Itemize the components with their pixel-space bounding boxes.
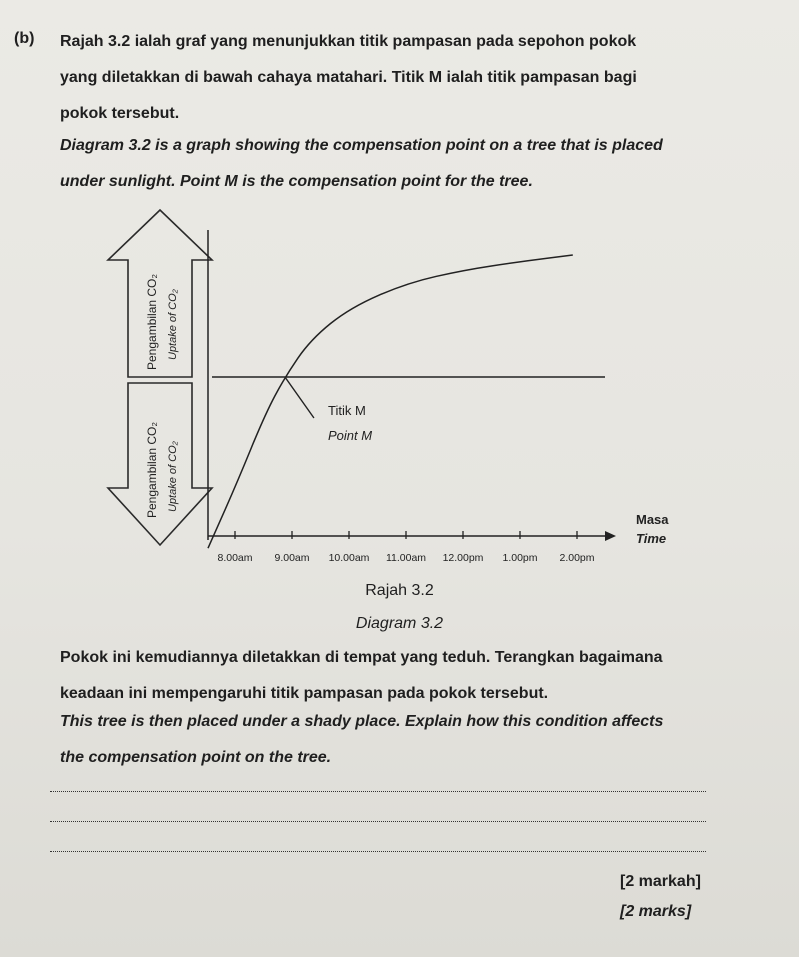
x-tick-label: 12.00pm	[442, 552, 484, 564]
diagram-caption-malay: Rajah 3.2	[365, 582, 434, 599]
upper-arrow-label-english: Uptake of CO₂	[167, 289, 179, 360]
x-tick-label: 1.00pm	[502, 552, 538, 564]
lower-arrow-label-english: Uptake of CO₂	[167, 441, 179, 512]
intro-english-line: Diagram 3.2 is a graph showing the compensation point on a tree that is placed	[60, 137, 663, 154]
x-tick-label: 2.00pm	[559, 552, 595, 564]
question-label: (b)	[14, 30, 35, 47]
task-malay-line: Pokok ini kemudiannya diletakkan di tempat yang teduh. Terangkan bagaimana	[60, 649, 663, 666]
marks-english: [2 marks]	[620, 903, 692, 920]
point-m-pointer	[285, 377, 314, 418]
x-tick-label: 10.00am	[328, 552, 370, 564]
graph-svg	[100, 200, 700, 590]
x-axis-label-malay: Masa	[636, 512, 669, 527]
answer-line[interactable]	[50, 851, 706, 852]
answer-line[interactable]	[50, 821, 706, 822]
intro-english	[60, 128, 780, 200]
task-english-line: the compensation point on the tree.	[60, 749, 332, 766]
x-axis-arrowhead	[605, 531, 616, 541]
point-m-label-english: Point M	[328, 428, 373, 443]
task-english-line: This tree is then placed under a shady place. Explain how this condition affects	[60, 713, 664, 730]
upper-uptake-arrow	[108, 210, 212, 377]
answer-line[interactable]	[50, 791, 706, 792]
intro-malay-line: yang diletakkan di bawah cahaya matahari. Titik M ialah titik pampasan bagi	[60, 69, 637, 86]
intro-malay-line: pokok tersebut.	[60, 105, 180, 122]
x-axis-label-english: Time	[636, 531, 667, 546]
task-malay-line: keadaan ini mempengaruhi titik pampasan pada pokok tersebut.	[60, 685, 549, 702]
x-ticks	[235, 531, 577, 539]
lower-uptake-arrow	[108, 383, 212, 545]
compensation-point-graph	[100, 200, 700, 590]
upper-arrow-label-malay: Pengambilan CO₂	[145, 273, 159, 370]
x-tick-label: 8.00am	[217, 552, 253, 564]
lower-arrow-label-malay: Pengambilan CO₂	[145, 421, 159, 518]
task-english	[60, 704, 780, 776]
intro-malay-line: Rajah 3.2 ialah graf yang menunjukkan titik pampasan pada sepohon pokok	[60, 33, 637, 50]
x-tick-label: 11.00am	[385, 552, 427, 564]
co2-uptake-curve	[208, 255, 573, 548]
intro-english-line: under sunlight. Point M is the compensation point for the tree.	[60, 173, 533, 190]
task-malay	[60, 640, 780, 712]
marks-malay: [2 markah]	[620, 873, 701, 890]
point-m-label-malay: Titik M	[328, 403, 366, 418]
diagram-caption-english: Diagram 3.2	[355, 615, 444, 632]
x-tick-labels	[217, 552, 594, 564]
intro-malay	[60, 24, 780, 132]
x-tick-label: 9.00am	[274, 552, 310, 564]
